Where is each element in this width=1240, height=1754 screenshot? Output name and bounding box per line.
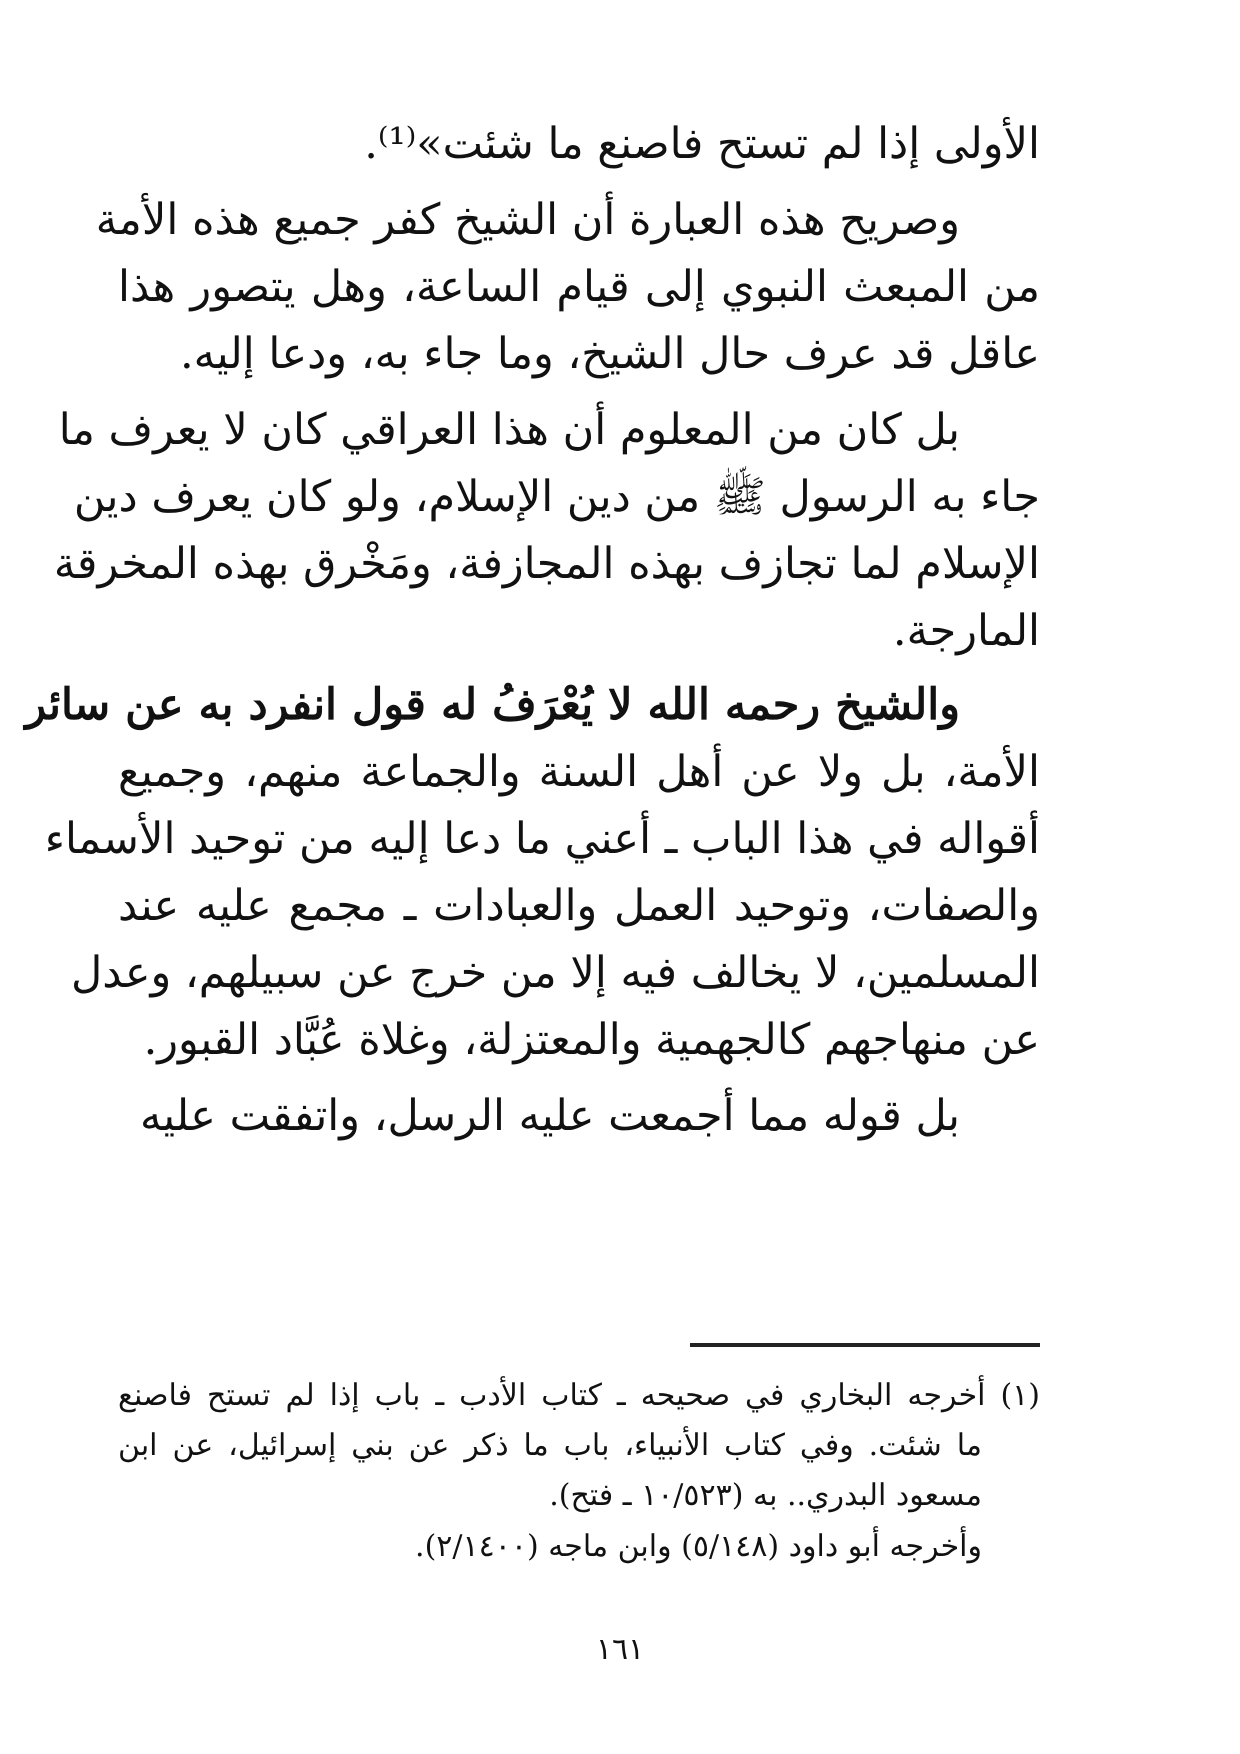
text-line: المارجة. (892, 606, 1040, 656)
text-line: المسلمين، لا يخالف فيه إلا من خرج عن سبيلهم، وعدل (71, 948, 1040, 998)
footnote-line: وأخرجه أبو داود (٥/١٤٨) وابن ماجه (٢/١٤٠٠). (415, 1529, 982, 1564)
text-line: عاقل قد عرف حال الشيخ، وما جاء به، ودعا إليه. (179, 329, 1040, 379)
text-line: والصفات، وتوحيد العمل والعبادات ـ مجمع عليه عند (118, 881, 1040, 931)
text-line: أقواله في هذا الباب ـ أعني ما دعا إليه من توحيد الأسماء (44, 814, 1040, 864)
text-line: بل كان من المعلوم أن هذا العراقي كان لا يعرف ما (58, 405, 960, 455)
text-line: وصريح هذه العبارة أن الشيخ كفر جميع هذه الأمة (95, 195, 960, 245)
text-line: بل قوله مما أجمعت عليه الرسل، واتفقت عليه (140, 1091, 960, 1141)
text-line: الأمة، بل ولا عن أهل السنة والجماعة منهم، وجميع (118, 747, 1040, 797)
text-line: جاء به الرسول ﷺ من دين الإسلام، ولو كان يعرف دين (73, 472, 1040, 522)
footnote-divider (690, 1343, 1040, 1347)
page-number: ١٦١ (595, 1632, 645, 1667)
text-line: الأولى إذا لم تستح فاصنع ما شئت»⁽¹⁾. (364, 119, 1040, 169)
text-line: من المبعث النبوي إلى قيام الساعة، وهل يتصور هذا (118, 262, 1040, 312)
text-line: عن منهاجهم كالجهمية والمعتزلة، وغلاة عُبَّاد القبور. (143, 1015, 1040, 1065)
text-line: الإسلام لما تجازف بهذه المجازفة، ومَخْرق بهذه المخرقة (53, 539, 1040, 589)
text-line: والشيخ رحمه الله لا يُعْرَفُ له قول انفرد به عن سائر (25, 680, 960, 730)
footnote-line: (١) أخرجه البخاري في صحيحه ـ كتاب الأدب ـ باب إذا لم تستح فاصنع (118, 1378, 1040, 1413)
footnote-line: مسعود البدري.. به (١٠/٥٢٣ ـ فتح). (549, 1478, 982, 1513)
footnote-line: ما شئت. وفي كتاب الأنبياء، باب ما ذكر عن بني إسرائيل، عن ابن (118, 1428, 982, 1463)
